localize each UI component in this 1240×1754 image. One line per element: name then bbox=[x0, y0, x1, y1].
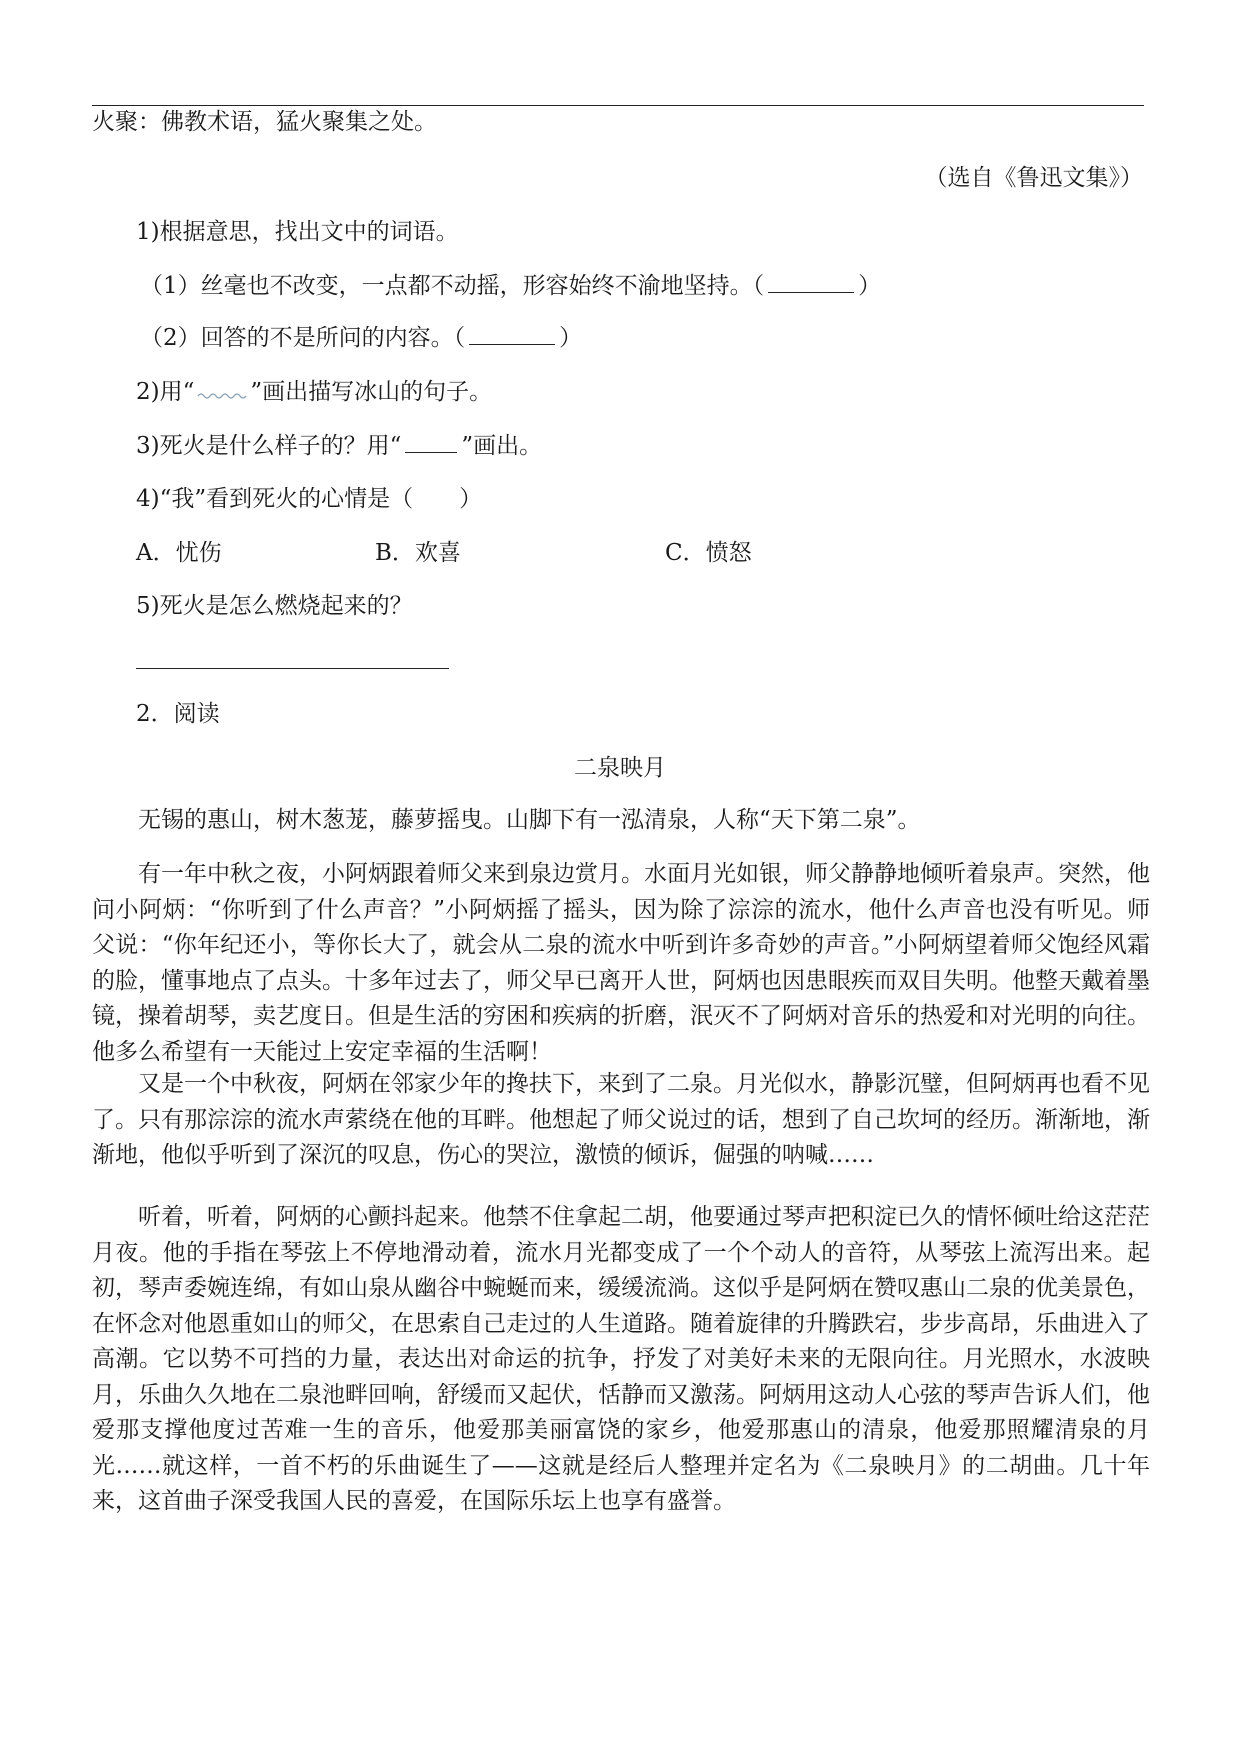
q4-option-b[interactable]: B．欢喜 bbox=[375, 540, 461, 566]
q3-before: 3)死火是什么样子的？用“ bbox=[136, 433, 402, 459]
q1-sub2-close: ） bbox=[559, 325, 583, 351]
article-paragraph: 有一年中秋之夜，小阿炳跟着师父来到泉边赏月。水面月光如银，师父静静地倾听着泉声。突然，他问小阿炳：“你听到了什么声音？”小阿炳摇了摇头，因为除了淙淙的流水，他什么声音也没有听见。师父说：“你年纪还小，等你长大了，就会从二泉的流水中听到许多奇妙的声音。”小阿炳望着师父饱经风霜的脸，懂事地点了点头。十多年过去了，师父早已离开人世，阿炳也因患眼疾而双目失明。他整天戴着墨镜，操着胡琴，卖艺度日。但是生活的穷困和疾病的折磨，泯灭不了阿炳对音乐的热爱和对光明的向往。他多么希望有一天能过上安定幸福的生活啊！ bbox=[92, 861, 1150, 1065]
q4-option-a[interactable]: A．忧伤 bbox=[136, 540, 222, 566]
q1-sub2 bbox=[140, 322, 582, 354]
q4-option-c[interactable]: C．愤怒 bbox=[665, 540, 752, 566]
article-paragraph: 又是一个中秋夜，阿炳在邻家少年的搀扶下，来到了二泉。月光似水，静影沉璧，但阿炳再也看不见了。只有那淙淙的流水声萦绕在他的耳畔。他想起了师父说过的话，想到了自己坎坷的经历。渐渐地，渐渐地，他似乎听到了深沉的叹息，伤心的哭泣，激愤的倾诉，倔强的呐喊…… bbox=[92, 1071, 1150, 1168]
q1-sub2-text: （2）回答的不是所问的内容。（ bbox=[140, 325, 466, 351]
article-paragraph: 无锡的惠山，树木葱茏，藤萝摇曳。山脚下有一泓清泉，人称“天下第二泉”。 bbox=[138, 807, 921, 833]
q1-sub1-text: （1）丝毫也不改变，一点都不动摇，形容始终不渝地坚持。（ bbox=[140, 273, 765, 299]
q1-sub1-blank[interactable] bbox=[768, 272, 854, 293]
q1-sub1 bbox=[140, 270, 881, 302]
q2-after: ”画出描写冰山的句子。 bbox=[250, 379, 493, 405]
q4-prompt: 4)“我”看到死火的心情是（ ） bbox=[136, 486, 483, 512]
q3-after: ”画出。 bbox=[461, 433, 543, 459]
q1-sub2-blank[interactable] bbox=[469, 324, 555, 345]
q2 bbox=[136, 376, 492, 408]
source-note: （选自《鲁迅文集》） bbox=[924, 165, 1143, 191]
q3 bbox=[136, 430, 542, 462]
q2-before: 2)用“ bbox=[136, 379, 195, 405]
wavy-underline-icon bbox=[194, 379, 250, 399]
section2-label: 2．阅读 bbox=[136, 701, 220, 727]
top-note: 火聚：佛教术语，猛火聚集之处。 bbox=[92, 109, 437, 135]
q1-prompt: 1)根据意思，找出文中的词语。 bbox=[136, 219, 459, 245]
q3-underline-sample bbox=[405, 432, 457, 453]
q1-sub1-close: ） bbox=[858, 273, 882, 299]
q5-prompt: 5)死火是怎么燃烧起来的？ bbox=[136, 593, 413, 619]
article-paragraph: 听着，听着，阿炳的心颤抖起来。他禁不住拿起二胡，他要通过琴声把积淀已久的情怀倾吐给这茫茫月夜。他的手指在琴弦上不停地滑动着，流水月光都变成了一个个动人的音符，从琴弦上流泻出来。起初，琴声委婉连绵，有如山泉从幽谷中蜿蜒而来，缓缓流淌。这似乎是阿炳在赞叹惠山二泉的优美景色，在怀念对他恩重如山的师父，在思索自己走过的人生道路。随着旋律的升腾跌宕，步步高昂，乐曲进入了高潮。它以势不可挡的力量，表达出对命运的抗争，抒发了对美好未来的无限向往。月光照水，水波映月，乐曲久久地在二泉池畔回响，舒缓而又起伏，恬静而又激荡。阿炳用这动人心弦的琴声告诉人们，他爱那支撑他度过苦难一生的音乐，他爱那美丽富饶的家乡，他爱那惠山的清泉，他爱那照耀清泉的月光……就这样，一首不朽的乐曲诞生了——这就是经后人整理并定名为《二泉映月》的二胡曲。几十年来，这首曲子深受我国人民的喜爱，在国际乐坛上也享有盛誉。 bbox=[92, 1204, 1150, 1514]
q5-answer-line[interactable] bbox=[136, 668, 449, 669]
article-title: 二泉映月 bbox=[574, 755, 666, 781]
